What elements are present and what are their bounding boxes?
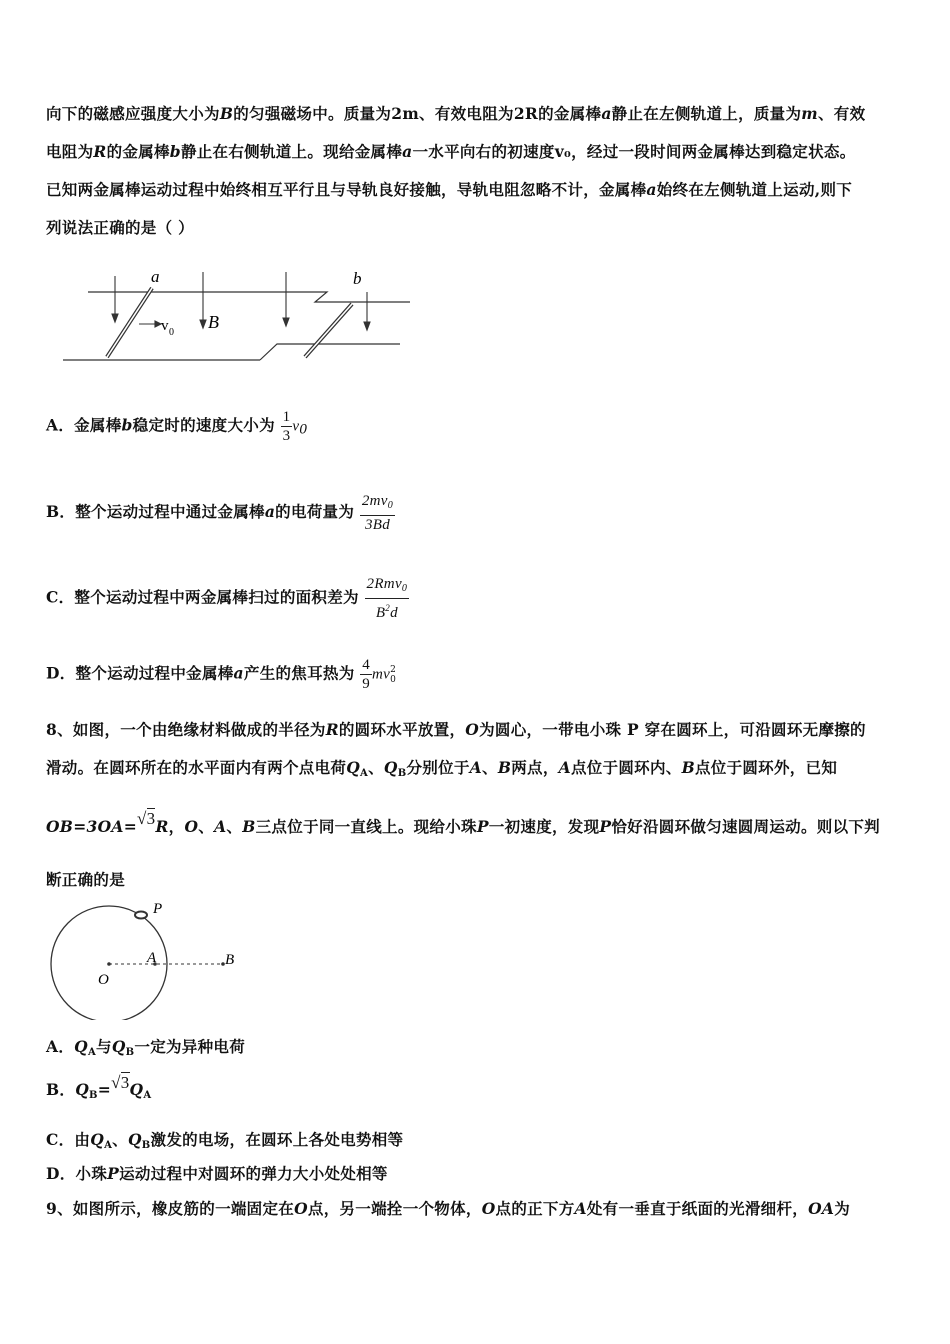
q7-option-a: A．金属棒b稳定时的速度大小为 $\frac{1}{3}$ v0 xyxy=(46,409,308,444)
q8-text-line-1: 8、如图，一个由绝缘材料做成的半径为R的圆环水平放置，O为圆心，一带电小珠 P 穿在圆环上，可沿圆环无摩擦的 xyxy=(46,720,866,739)
q7-option-b: B．整个运动过程中通过金属棒a的电荷量为 $\frac{2mv_0}{3Bd}$ xyxy=(46,493,394,533)
label-B: B xyxy=(225,952,235,968)
fraction: $\frac{1}{3}$ xyxy=(282,409,291,444)
q7-option-c: C．整个运动过程中两金属棒扫过的面积差为 $\frac{2Rmv_0}{B^2d}$ xyxy=(46,576,408,621)
q8-option-d: D．小珠P运动过程中对圆环的弹力大小处处相等 xyxy=(46,1164,388,1183)
rails-figure xyxy=(55,262,425,372)
q8-text-line-2: 滑动。在圆环所在的水平面内有两个点电荷$Q_A$、$Q_B$分别位于A、B两点，A点位于圆环内、B点位于圆环外，已知 xyxy=(46,758,838,779)
label-O: O xyxy=(98,972,109,988)
q7-text-line-2: 电阻为R的金属棒b静止在右侧轨道上。现给金属棒a一水平向右的初速度v₀，经过一段时间两金属棒达到稳定状态。 xyxy=(46,142,856,161)
fraction: $\frac{2mv_0}{3Bd}$ xyxy=(361,493,394,533)
q9-text-line-1: 9、如图所示，橡皮筋的一端固定在O点，另一端拴一个物体，O点的正下方A处有一垂直于纸面的光滑细杆，OA为 xyxy=(46,1199,851,1218)
label-a: a xyxy=(151,267,160,286)
q8-text-line-3: OB=3OA=√3R，O、A、B三点位于同一直线上。现给小珠P一初速度，发现P恰好沿圆环做匀速圆周运动。则以下判 xyxy=(46,809,880,836)
label-b: b xyxy=(353,269,362,288)
ring-figure xyxy=(45,900,245,1020)
label-B: B xyxy=(208,312,219,332)
label-v-sub: 0 xyxy=(169,327,174,338)
q7-option-d: D．整个运动过程中金属棒a产生的焦耳热为 $\frac{4}{9}$ mv 2 0 xyxy=(46,657,397,692)
label-P: P xyxy=(153,901,163,917)
label-v: v xyxy=(161,318,169,334)
label-A: A xyxy=(147,950,157,966)
q8-option-c: C．由$Q_A$、$Q_B$激发的电场，在圆环上各处电势相等 xyxy=(46,1130,404,1151)
q8-option-b: B．$Q_B=√3Q_A$ xyxy=(46,1073,152,1101)
q7-text-line-4: 列说法正确的是（ ） xyxy=(46,218,194,237)
fraction: $\frac{2Rmv_0}{B^2d}$ xyxy=(366,576,408,621)
q8-text-line-4: 断正确的是 xyxy=(46,870,126,889)
q7-text-line-1: 向下的磁感应强度大小为B的匀强磁场中。质量为2m、有效电阻为2R的金属棒a静止在左侧轨道上，质量为m、有效 xyxy=(46,104,866,123)
q7-text-line-3: 已知两金属棒运动过程中始终相互平行且与导轨良好接触，导轨电阻忽略不计，金属棒a始终在左侧轨道上运动,则下 xyxy=(46,180,853,199)
q8-option-a: A．$Q_A$与$Q_B$一定为异种电荷 xyxy=(46,1037,246,1058)
fraction: $\frac{4}{9}$ xyxy=(362,657,371,692)
